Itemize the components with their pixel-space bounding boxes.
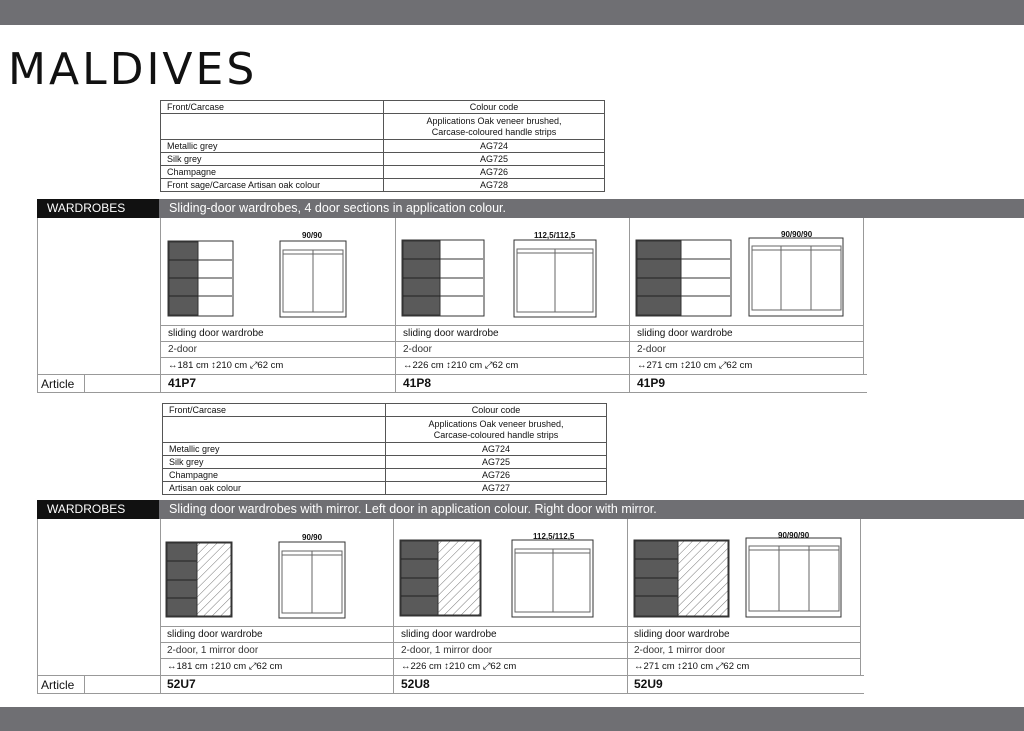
section-header [37, 500, 1024, 519]
section-label: WARDROBES [37, 199, 159, 218]
table-cell-empty [161, 114, 384, 140]
wardrobe-image-41p8 [397, 228, 629, 323]
interior-dimension: 112,5/112,5 [534, 231, 576, 240]
product-name: sliding door wardrobe [637, 328, 733, 339]
product-dimensions: ↔226 cm ↕210 cm ⤢62 cm [401, 661, 517, 672]
interior-dimension: 90/90 [302, 231, 323, 240]
section-header [37, 199, 1024, 218]
product-name: sliding door wardrobe [168, 328, 264, 339]
table-header-front: Front/Carcase [163, 404, 386, 417]
product-name: sliding door wardrobe [401, 629, 497, 640]
product-dimensions: ↔226 cm ↕210 cm ⤢62 cm [403, 360, 519, 371]
article-code: 52U8 [401, 677, 430, 691]
wardrobe-image-52u9 [629, 528, 859, 624]
product-doors: 2-door [403, 344, 432, 355]
table-row: Front sage/Carcase Artisan oak colour AG728 [161, 179, 605, 192]
product-doors: 2-door, 1 mirror door [167, 645, 259, 656]
wardrobe-image-52u7 [162, 530, 392, 624]
table-cell-empty [163, 417, 386, 443]
wardrobe-image-41p7 [162, 228, 394, 323]
table-header-colour-code: Colour code [384, 101, 605, 114]
interior-dimension: 112,5/112,5 [533, 532, 575, 541]
table-row: Artisan oak colour AG727 [163, 482, 607, 495]
wardrobe-image-52u8 [395, 528, 625, 624]
table-row: Silk grey AG725 [161, 153, 605, 166]
colour-table-1 [160, 100, 605, 192]
article-code: 52U7 [167, 677, 196, 691]
article-label: Article [41, 678, 75, 692]
interior-dimension: 90/90 [302, 533, 323, 542]
table-row: Silk grey AG725 [163, 456, 607, 469]
table-row: Metallic grey AG724 [163, 443, 607, 456]
bottom-band [0, 707, 1024, 731]
table-header-front: Front/Carcase [161, 101, 384, 114]
table-cell-application: Applications Oak veneer brushed, Carcase-coloured handle strips [386, 417, 607, 443]
colour-table-2 [162, 403, 607, 495]
table-row: Metallic grey AG724 [161, 140, 605, 153]
article-code: 52U9 [634, 677, 663, 691]
section-description: Sliding door wardrobes with mirror. Left door in application colour. Right door with mirror. [169, 502, 657, 516]
product-doors: 2-door, 1 mirror door [634, 645, 726, 656]
article-label: Article [41, 377, 75, 391]
table-header-colour-code: Colour code [386, 404, 607, 417]
interior-dimension: 90/90/90 [781, 230, 813, 239]
table-row: Champagne AG726 [163, 469, 607, 482]
article-code: 41P8 [403, 376, 432, 390]
wardrobe-image-41p9 [631, 228, 863, 323]
product-dimensions: ↔271 cm ↕210 cm ⤢62 cm [634, 661, 750, 672]
product-doors: 2-door [168, 344, 197, 355]
section-label: WARDROBES [37, 500, 159, 519]
product-name: sliding door wardrobe [634, 629, 730, 640]
table-cell-application: Applications Oak veneer brushed, Carcase-coloured handle strips [384, 114, 605, 140]
product-doors: 2-door [637, 344, 666, 355]
product-name: sliding door wardrobe [167, 629, 263, 640]
brand-title: MALDIVES [8, 44, 258, 95]
product-dimensions: ↔271 cm ↕210 cm ⤢62 cm [637, 360, 753, 371]
interior-dimension: 90/90/90 [778, 531, 810, 540]
section-description: Sliding-door wardrobes, 4 door sections in application colour. [169, 201, 506, 215]
product-dimensions: ↔181 cm ↕210 cm ⤢62 cm [167, 661, 283, 672]
product-doors: 2-door, 1 mirror door [401, 645, 493, 656]
product-dimensions: ↔181 cm ↕210 cm ⤢62 cm [168, 360, 284, 371]
top-band [0, 0, 1024, 25]
article-code: 41P7 [168, 376, 197, 390]
article-code: 41P9 [637, 376, 666, 390]
table-row: Champagne AG726 [161, 166, 605, 179]
product-name: sliding door wardrobe [403, 328, 499, 339]
